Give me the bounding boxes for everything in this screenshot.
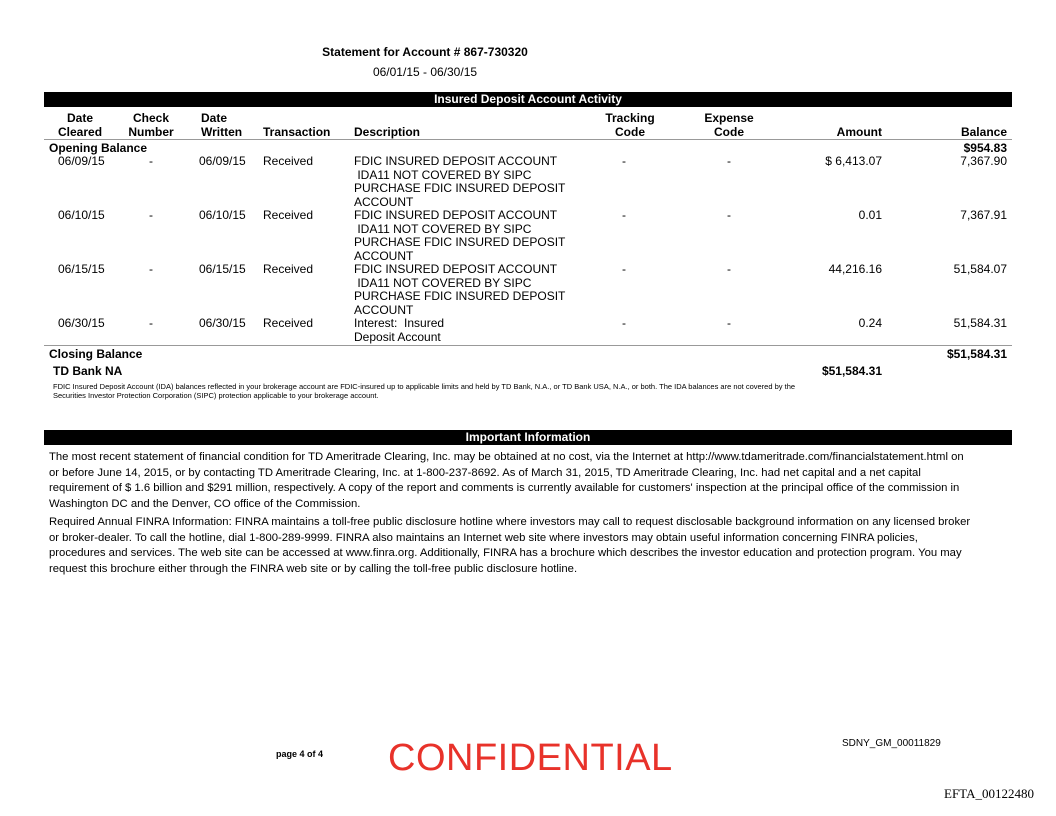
- ida-footnote: [53, 382, 953, 400]
- description-line: FDIC INSURED DEPOSIT ACCOUNT: [354, 154, 558, 168]
- description-line: ACCOUNT: [354, 302, 414, 317]
- cell-balance: 51,584.07: [953, 262, 1007, 276]
- closing-balance-value: $51,584.31: [946, 347, 1007, 361]
- header-date-written-line1: Date: [201, 111, 228, 125]
- cell-transaction: Received: [263, 262, 314, 276]
- important-section-bar: Important Information: [44, 430, 1012, 445]
- cell-tracking-code: -: [622, 154, 626, 168]
- header-transaction: Transaction: [263, 125, 331, 139]
- finra-paragraph: [49, 515, 999, 577]
- cell-date-cleared: 06/30/15: [58, 316, 105, 330]
- header-amount: Amount: [836, 125, 882, 139]
- header-divider: [44, 139, 1012, 140]
- description-line: PURCHASE FDIC INSURED DEPOSIT: [354, 235, 566, 249]
- description-line: IDA11 NOT COVERED BY SIPC: [354, 167, 532, 182]
- closing-divider: [44, 345, 1012, 346]
- header-description: Description: [354, 125, 421, 139]
- opening-balance-value: $954.83: [963, 141, 1007, 155]
- description-line: ACCOUNT: [354, 194, 414, 209]
- cell-expense-code: -: [727, 208, 731, 222]
- closing-balance-label: Closing Balance: [49, 347, 143, 361]
- description-line: IDA11 NOT COVERED BY SIPC: [354, 221, 532, 236]
- header-date-cleared: [58, 111, 102, 139]
- bates-number: SDNY_GM_00011829: [842, 738, 941, 749]
- paragraph-line: The most recent statement of financial condition for TD Ameritrade Clearing, Inc. may be obtained at no cost, via the Internet at http://www.tdameritrade.com/financialstatement.html on: [49, 451, 964, 463]
- cell-balance: 7,367.90: [960, 154, 1007, 168]
- cell-check-number: -: [149, 316, 153, 330]
- statement-title: Statement for Account # 867-730320: [322, 45, 528, 59]
- bank-total-value: $51,584.31: [821, 364, 882, 378]
- header-expense-code-line2: Code: [714, 125, 744, 139]
- header-tracking-code-line2: Code: [615, 125, 645, 139]
- cell-check-number: -: [149, 208, 153, 222]
- bank-total-label: TD Bank NA: [53, 364, 123, 378]
- paragraph-line: Required Annual FINRA Information: FINRA maintains a toll-free public disclosure hotline where investors may call to request disclosable background information on any licensed broker: [49, 516, 971, 528]
- cell-check-number: -: [149, 262, 153, 276]
- header-check-number: [125, 111, 177, 139]
- header-date-written-line2: Written: [201, 125, 243, 139]
- header-tracking-code-line1: Tracking: [605, 111, 655, 125]
- cell-date-written: 06/09/15: [199, 154, 246, 168]
- header-check-number-line2: Number: [128, 125, 174, 139]
- activity-section-bar: Insured Deposit Account Activity: [44, 92, 1012, 107]
- description-line: Interest: Insured: [354, 316, 445, 330]
- header-date-cleared-line1: Date: [66, 111, 93, 125]
- table-row: [0, 209, 1056, 265]
- cell-expense-code: -: [727, 154, 731, 168]
- cell-expense-code: -: [727, 316, 731, 330]
- cell-balance: 7,367.91: [960, 208, 1007, 222]
- cell-description: [354, 263, 565, 317]
- opening-balance-label: Opening Balance: [49, 141, 148, 155]
- statement-period: 06/01/15 - 06/30/15: [372, 65, 478, 79]
- cell-tracking-code: -: [622, 316, 626, 330]
- cell-amount: $ 6,413.07: [825, 154, 882, 168]
- page-number: page 4 of 4: [276, 749, 324, 759]
- footnote-line: FDIC Insured Deposit Account (IDA) balances reflected in your brokerage account are FDIC-insured up to applicable limits and held by TD Bank, N.A., or TD Bank USA, N.A., or both. The IDA balances are not covered by the: [53, 382, 796, 391]
- description-line: PURCHASE FDIC INSURED DEPOSIT: [354, 289, 566, 303]
- cell-amount: 44,216.16: [828, 262, 882, 276]
- paragraph-line: or broker-dealer. To call the hotline, dial 1-800-289-9999. FINRA also maintains an Internet web site where investors may obtain useful information concerning FINRA policies,: [49, 531, 918, 544]
- header-balance: Balance: [960, 125, 1007, 139]
- description-line: FDIC INSURED DEPOSIT ACCOUNT: [354, 262, 558, 276]
- table-row: [0, 263, 1056, 319]
- cell-date-written: 06/15/15: [199, 262, 246, 276]
- cell-date-cleared: 06/10/15: [58, 208, 105, 222]
- cell-tracking-code: -: [622, 262, 626, 276]
- header-tracking-code: [598, 111, 662, 139]
- cell-description: [354, 155, 565, 209]
- financial-condition-paragraph: [49, 450, 999, 512]
- footnote-line: Securities Investor Protection Corporation (SIPC) protection applicable to your brokerage account.: [53, 391, 379, 400]
- header-expense-code-line1: Expense: [704, 111, 754, 125]
- cell-date-cleared: 06/09/15: [58, 154, 105, 168]
- cell-amount: 0.01: [858, 208, 882, 222]
- table-row: [0, 317, 1056, 345]
- cell-transaction: Received: [263, 208, 314, 222]
- cell-amount: 0.24: [858, 316, 882, 330]
- cell-date-written: 06/30/15: [199, 316, 246, 330]
- description-line: PURCHASE FDIC INSURED DEPOSIT: [354, 181, 566, 195]
- confidential-stamp: CONFIDENTIAL: [388, 737, 673, 779]
- cell-transaction: Received: [263, 316, 314, 330]
- paragraph-line: procedures and services. The web site can be accessed at www.finra.org. Additionally, FINRA has a brochure which describes the investor education and protection program. You may: [49, 547, 962, 560]
- paragraph-line: or before June 14, 2015, or by contacting TD Ameritrade Clearing, Inc. at 1-800-237-8692. As of March 31, 2015, TD Ameritrade Clearing, Inc. had net capital and a net capital: [49, 466, 921, 479]
- paragraph-line: Washington DC and the Denver, CO office of the Commission.: [49, 497, 361, 510]
- cell-date-written: 06/10/15: [199, 208, 246, 222]
- description-line: ACCOUNT: [354, 248, 414, 263]
- header-expense-code: [700, 111, 758, 139]
- cell-check-number: -: [149, 154, 153, 168]
- efta-number: EFTA_00122480: [944, 786, 1034, 801]
- cell-expense-code: -: [727, 262, 731, 276]
- cell-balance: 51,584.31: [953, 316, 1007, 330]
- description-line: IDA11 NOT COVERED BY SIPC: [354, 275, 532, 290]
- paragraph-line: request this brochure either through the FINRA web site or by calling the toll-free public disclosure hotline.: [49, 562, 578, 575]
- cell-description: [354, 209, 565, 263]
- paragraph-line: requirement of $ 1.6 billion and $291 million, respectively. A copy of the report and comments is currently available for customers' inspection at the principal office of the commission in: [49, 482, 960, 495]
- description-line: FDIC INSURED DEPOSIT ACCOUNT: [354, 208, 558, 222]
- header-date-cleared-line2: Cleared: [58, 125, 103, 139]
- cell-date-cleared: 06/15/15: [58, 262, 105, 276]
- header-date-written: [201, 111, 251, 139]
- cell-tracking-code: -: [622, 208, 626, 222]
- header-check-number-line1: Check: [132, 111, 170, 125]
- table-row: [0, 155, 1056, 211]
- description-line: Deposit Account: [354, 329, 441, 344]
- cell-description: [354, 317, 444, 344]
- cell-transaction: Received: [263, 154, 314, 168]
